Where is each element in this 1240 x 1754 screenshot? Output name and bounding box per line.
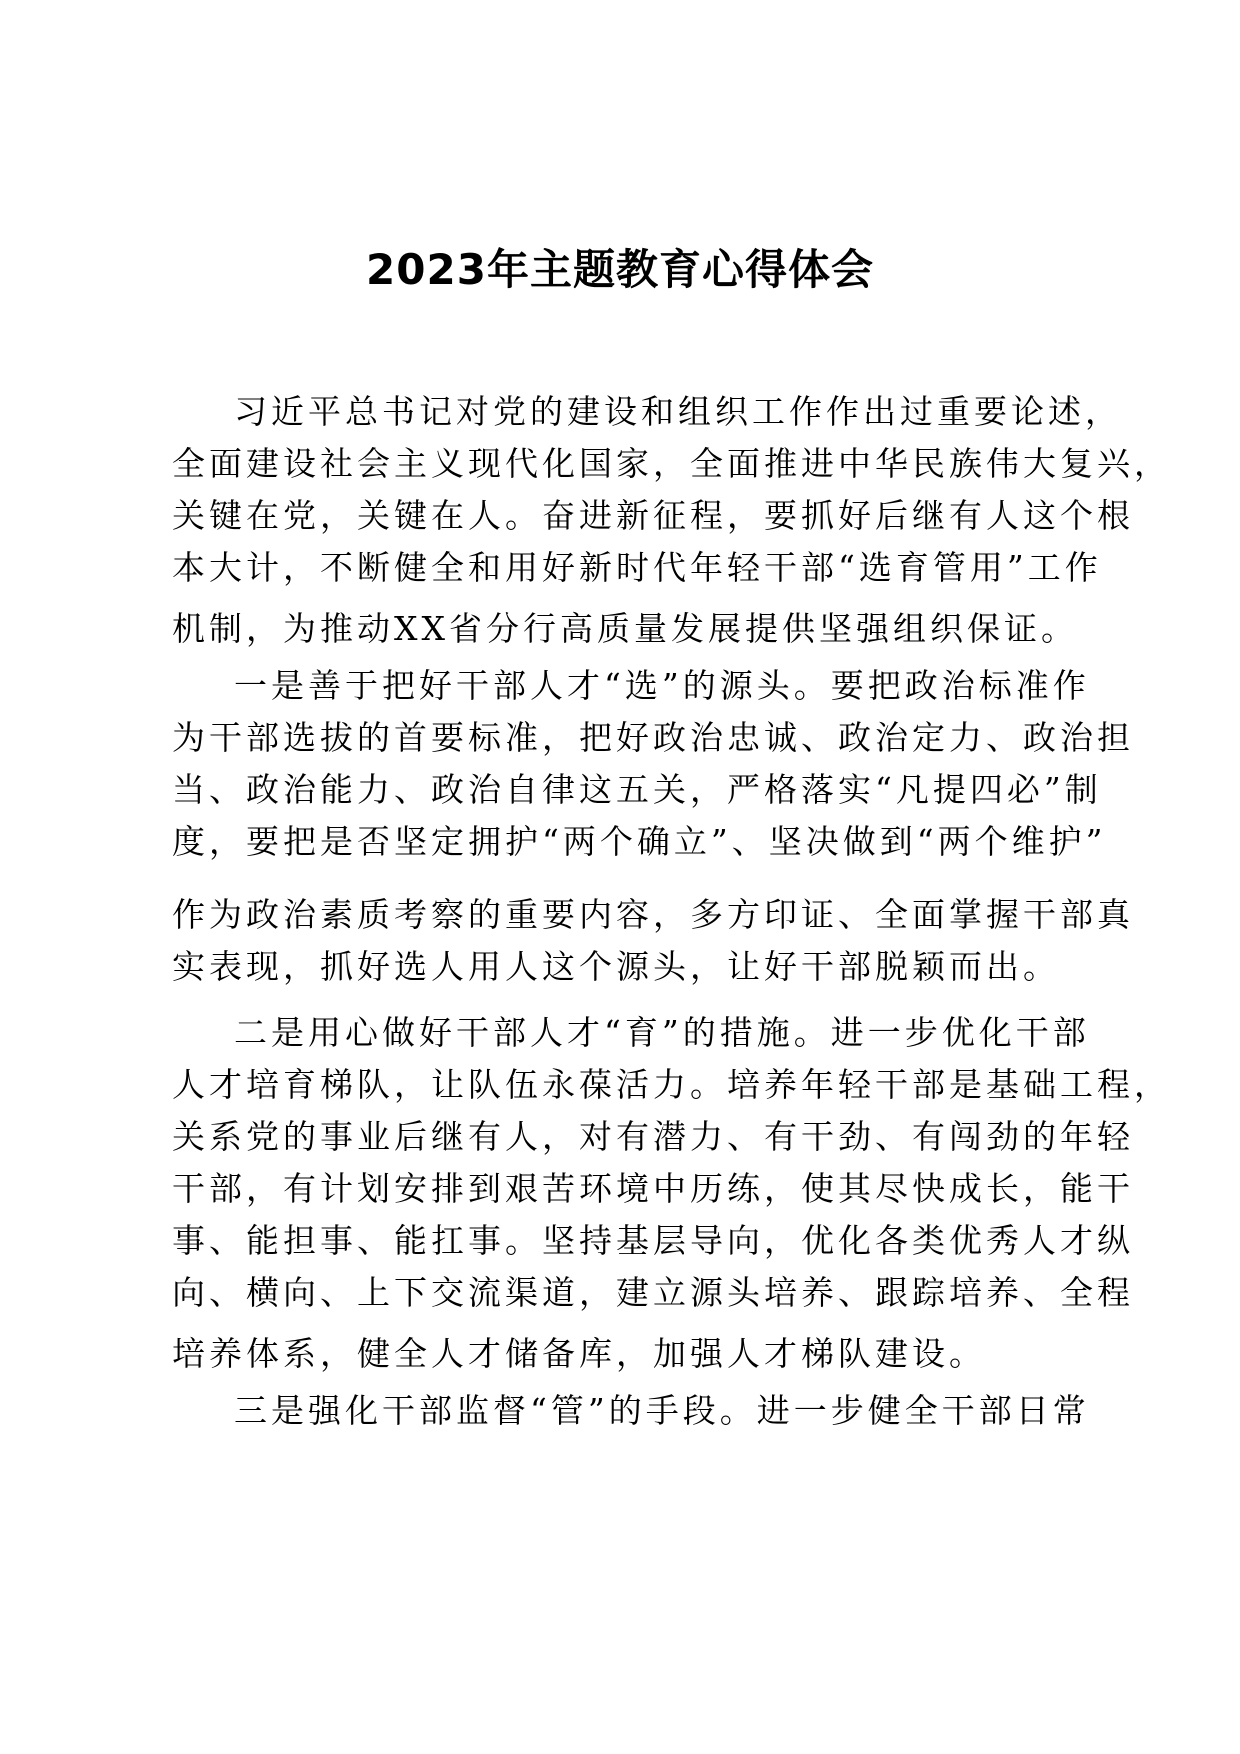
- paragraph-1-line-1: 习近平总书记对党的建设和组织工作作出过重要论述，: [234, 392, 1122, 431]
- paragraph-1-line-3: 关键在党，关键在人。奋进新征程，要抓好后继有人这个根: [172, 496, 1134, 535]
- paragraph-3-line-4: 干部，有计划安排到艰苦环境中历练，使其尽快成长，能干: [172, 1169, 1134, 1208]
- paragraph-3-line-7: 培养体系，健全人才储备库，加强人才梯队建设。: [172, 1334, 986, 1373]
- paragraph-1-line-5: 机制，为推动XX省分行高质量发展提供坚强组织保证。: [172, 609, 1078, 648]
- paragraph-3-line-1: 二是用心做好干部人才“育”的措施。进一步优化干部: [234, 1013, 1090, 1052]
- paragraph-2-line-1: 一是善于把好干部人才“选”的源头。要把政治标准作: [234, 666, 1090, 705]
- paragraph-2-line-2: 为干部选拔的首要标准，把好政治忠诚、政治定力、政治担: [172, 718, 1134, 757]
- paragraph-3-line-6: 向、横向、上下交流渠道，建立源头培养、跟踪培养、全程: [172, 1273, 1134, 1312]
- paragraph-1-line-2: 全面建设社会主义现代化国家，全面推进中华民族伟大复兴，: [172, 444, 1171, 483]
- paragraph-3-line-2: 人才培育梯队，让队伍永葆活力。培养年轻干部是基础工程，: [172, 1065, 1171, 1104]
- paragraph-4-line-1: 三是强化干部监督“管”的手段。进一步健全干部日常: [234, 1391, 1090, 1430]
- paragraph-3-line-3: 关系党的事业后继有人，对有潜力、有干劲、有闯劲的年轻: [172, 1117, 1134, 1156]
- paragraph-2-line-4: 度，要把是否坚定拥护“两个确立”、坚决做到“两个维护”: [172, 822, 1107, 861]
- paragraph-2-line-3: 当、政治能力、政治自律这五关，严格落实“凡提四必”制: [172, 770, 1102, 809]
- paragraph-1-line-4: 本大计，不断健全和用好新时代年轻干部“选育管用”工作: [172, 548, 1102, 587]
- paragraph-2-line-6: 实表现，抓好选人用人这个源头，让好干部脱颖而出。: [172, 947, 1060, 986]
- paragraph-2-line-5: 作为政治素质考察的重要内容，多方印证、全面掌握干部真: [172, 895, 1134, 934]
- paragraph-3-line-5: 事、能担事、能扛事。坚持基层导向，优化各类优秀人才纵: [172, 1221, 1134, 1260]
- document-title: 2023年主题教育心得体会: [366, 245, 874, 294]
